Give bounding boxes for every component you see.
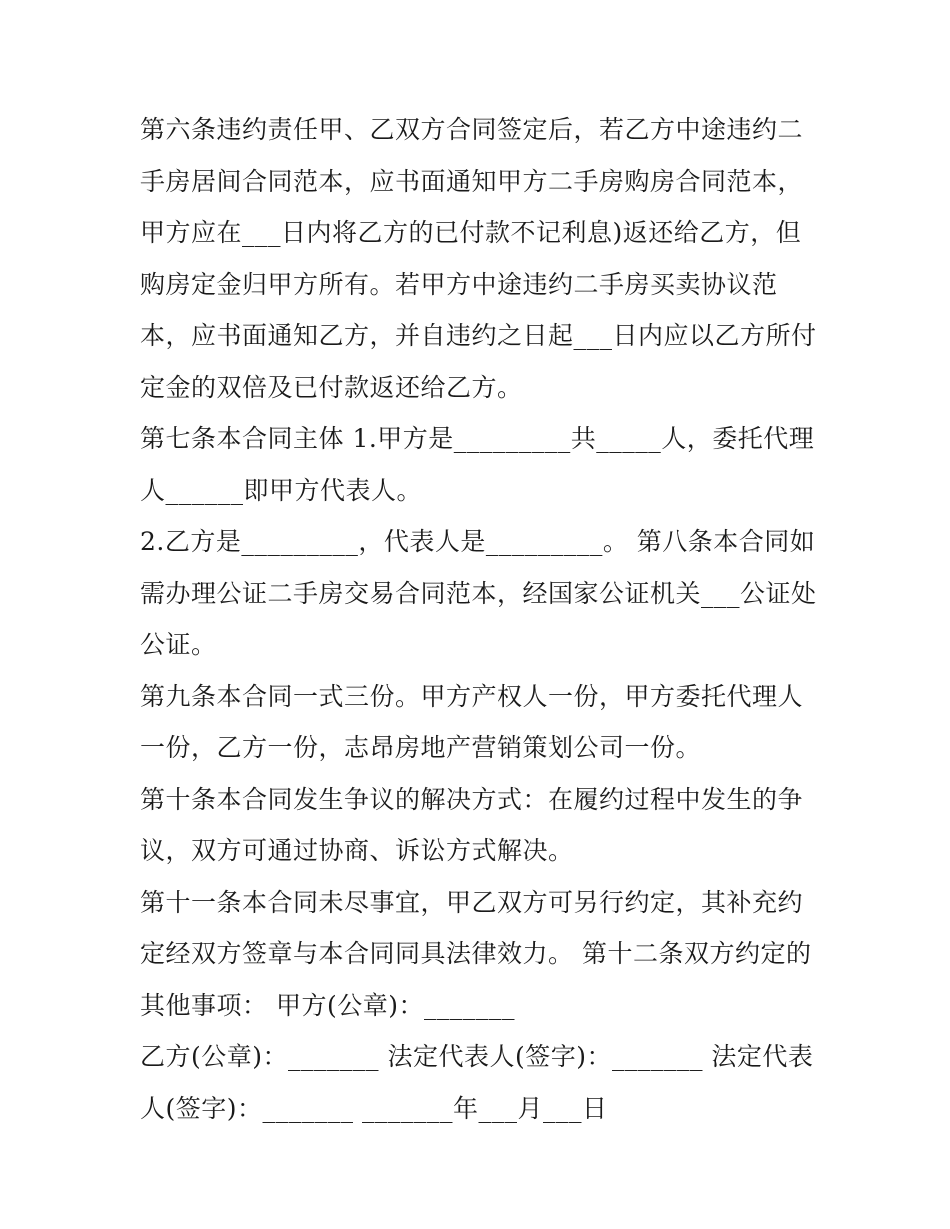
paragraph-signatures: 乙方(公章)：_______ 法定代表人(签字)：_______ 法定代表人(签字)：_______ _______年___月___日 <box>140 1042 814 1123</box>
paragraph-article-7: 第七条本合同主体 1.甲方是_________共_____人，委托代理人______即甲方代表人。 <box>140 424 815 505</box>
paragraph-article-10: 第十条本合同发生争议的解决方式：在履约过程中发生的争议，双方可通过协商、诉讼方式解决。 <box>140 784 804 865</box>
paragraph-article-7-8: 2.乙方是_________，代表人是_________。 第八条本合同如需办理公证二手房交易合同范本，经国家公证机关___公证处公证。 <box>140 527 817 659</box>
document-body <box>140 104 820 1134</box>
paragraph-article-9: 第九条本合同一式三份。甲方产权人一份，甲方委托代理人一份，乙方一份，志昂房地产营销策划公司一份。 <box>140 681 804 762</box>
paragraph-article-11-12: 第十一条本合同未尽事宜，甲乙双方可另行约定，其补充约定经双方签章与本合同同具法律效力。 第十二条双方约定的其他事项： 甲方(公章)：_______ <box>140 887 812 1020</box>
paragraph-article-6: 第六条违约责任甲、乙双方合同签定后，若乙方中途违约二手房居间合同范本，应书面通知甲方二手房购房合同范本，甲方应在___日内将乙方的已付款不记利息)返还给乙方，但购房定金归甲方所有。若甲方中途违约二手房买卖协议范本，应书面通知乙方，并自违约之日起___日内应以乙方所付定金的双倍及已付款返还给乙方。 <box>140 115 817 402</box>
